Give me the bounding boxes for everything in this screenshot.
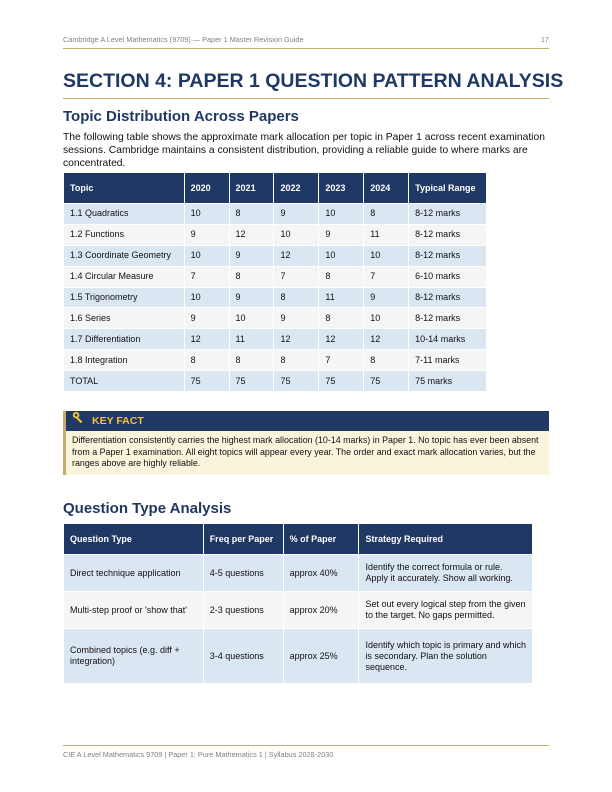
table-cell: 75 marks: [409, 371, 487, 392]
table-cell: 12: [274, 245, 319, 266]
table-cell: 75: [229, 371, 274, 392]
table-cell: 9: [274, 204, 319, 225]
topic-distribution-heading: Topic Distribution Across Papers: [63, 108, 299, 125]
table-cell: 75: [364, 371, 409, 392]
footer-text: CIE A Level Mathematics 9709 | Paper 1: Pure Mathematics 1 | Syllabus 2028-2030: [63, 750, 334, 759]
table-cell: approx 20%: [283, 592, 359, 629]
column-header: % of Paper: [283, 524, 359, 555]
table-row: [64, 266, 487, 287]
table-cell: 8: [229, 204, 274, 225]
table-header-row: [64, 524, 533, 555]
table-cell: 10: [184, 245, 229, 266]
question-type-heading: Question Type Analysis: [63, 500, 232, 517]
key-fact-header: [66, 411, 549, 431]
table-cell: approx 40%: [283, 555, 359, 592]
column-header: 2024: [364, 173, 409, 204]
table-cell: Combined topics (e.g. diff + integration): [64, 629, 204, 684]
table-cell: approx 25%: [283, 629, 359, 684]
key-fact-body: Differentiation consistently carries the highest mark allocation (10-14 marks) in Paper 1. No topic has ever been absent from a Paper 1 examination. All eight topics will appear every year. The order and exact mark allocation varies, but the ranges above are highly reliable.: [72, 435, 539, 468]
table-cell: 12: [229, 224, 274, 245]
running-title: Cambridge A Level Mathematics (9709) — Paper 1 Master Revision Guide: [63, 35, 304, 44]
table-cell: 6-10 marks: [409, 266, 487, 287]
column-header: Question Type: [64, 524, 204, 555]
table-cell: 8: [364, 204, 409, 225]
table-cell: 8-12 marks: [409, 245, 487, 266]
table-cell: 9: [229, 287, 274, 308]
page-header: [63, 34, 549, 49]
table-cell: 10: [364, 308, 409, 329]
table-row: [64, 204, 487, 225]
table-cell: 8-12 marks: [409, 308, 487, 329]
table-cell: 7: [319, 350, 364, 371]
table-cell: 10: [319, 245, 364, 266]
table-total-row: [64, 371, 487, 392]
table-cell: 75: [184, 371, 229, 392]
table-cell: 12: [184, 329, 229, 350]
table-cell: 10: [319, 204, 364, 225]
table-cell: 3-4 questions: [203, 629, 283, 684]
column-header: 2020: [184, 173, 229, 204]
table-row: [64, 350, 487, 371]
table-cell: 10: [274, 224, 319, 245]
column-header: Typical Range: [409, 173, 487, 204]
table-cell: Identify the correct formula or rule. Apply it accurately. Show all working.: [359, 555, 533, 592]
key-fact-callout: [63, 411, 549, 475]
table-cell: 1.7 Differentiation: [64, 329, 185, 350]
table-cell: 7: [274, 266, 319, 287]
table-cell: 8: [229, 266, 274, 287]
table-row: [64, 629, 533, 684]
table-cell: 11: [364, 224, 409, 245]
table-cell: 7-11 marks: [409, 350, 487, 371]
column-header: 2022: [274, 173, 319, 204]
table-cell: Set out every logical step from the given to the target. No gaps permitted.: [359, 592, 533, 629]
table-cell: 8: [364, 350, 409, 371]
table-cell: 10: [184, 287, 229, 308]
table-cell: 8: [319, 308, 364, 329]
table-row: [64, 329, 487, 350]
table-cell: 7: [184, 266, 229, 287]
table-cell: 1.5 Trigonometry: [64, 287, 185, 308]
question-type-table: [63, 523, 533, 684]
table-cell: 10: [229, 308, 274, 329]
table-cell: Identify which topic is primary and which is secondary. Plan the solution sequence.: [359, 629, 533, 684]
table-cell: 8: [274, 287, 319, 308]
table-cell: 10: [184, 204, 229, 225]
page-number: 17: [540, 35, 549, 44]
table-cell: 1.8 Integration: [64, 350, 185, 371]
table-cell: 9: [184, 308, 229, 329]
column-header: Topic: [64, 173, 185, 204]
table-cell: 11: [229, 329, 274, 350]
table-cell: 1.6 Series: [64, 308, 185, 329]
key-fact-title: KEY FACT: [92, 415, 144, 427]
column-header: 2023: [319, 173, 364, 204]
table-row: [64, 592, 533, 629]
table-cell: 1.4 Circular Measure: [64, 266, 185, 287]
table-cell: 9: [229, 245, 274, 266]
table-cell: 9: [274, 308, 319, 329]
table-cell: 8: [274, 350, 319, 371]
table-cell: 8: [319, 266, 364, 287]
table-cell: 11: [319, 287, 364, 308]
table-cell: 7: [364, 266, 409, 287]
table-row: [64, 245, 487, 266]
wrench-icon: [72, 411, 86, 431]
table-cell: 9: [364, 287, 409, 308]
table-cell: 8: [229, 350, 274, 371]
table-cell: 9: [184, 224, 229, 245]
table-cell: 12: [319, 329, 364, 350]
table-row: [64, 555, 533, 592]
table-row: [64, 287, 487, 308]
table-cell: 1.2 Functions: [64, 224, 185, 245]
table-cell: 12: [364, 329, 409, 350]
table-cell: 8-12 marks: [409, 287, 487, 308]
table-cell: 10: [364, 245, 409, 266]
table-cell: 1.3 Coordinate Geometry: [64, 245, 185, 266]
table-cell: 8: [184, 350, 229, 371]
topic-distribution-intro: The following table shows the approximate mark allocation per topic in Paper 1 across recent examination sessions. Cambridge maintains a consistent distribution, providing a reliable guide to where marks are concentrated.: [63, 132, 545, 169]
column-header: Freq per Paper: [203, 524, 283, 555]
table-row: [64, 308, 487, 329]
table-cell: 2-3 questions: [203, 592, 283, 629]
topic-distribution-table: [63, 172, 487, 392]
table-cell: TOTAL: [64, 371, 185, 392]
table-cell: Multi-step proof or 'show that': [64, 592, 204, 629]
table-cell: 1.1 Quadratics: [64, 204, 185, 225]
table-cell: 75: [319, 371, 364, 392]
table-cell: 12: [274, 329, 319, 350]
column-header: 2021: [229, 173, 274, 204]
table-cell: 10-14 marks: [409, 329, 487, 350]
section-title: SECTION 4: PAPER 1 QUESTION PATTERN ANALYSIS: [63, 70, 549, 99]
table-cell: 9: [319, 224, 364, 245]
column-header: Strategy Required: [359, 524, 533, 555]
table-cell: 4-5 questions: [203, 555, 283, 592]
table-cell: 8-12 marks: [409, 224, 487, 245]
table-cell: 8-12 marks: [409, 204, 487, 225]
table-cell: Direct technique application: [64, 555, 204, 592]
table-header-row: [64, 173, 487, 204]
table-cell: 75: [274, 371, 319, 392]
page-footer: [63, 745, 549, 764]
table-row: [64, 224, 487, 245]
